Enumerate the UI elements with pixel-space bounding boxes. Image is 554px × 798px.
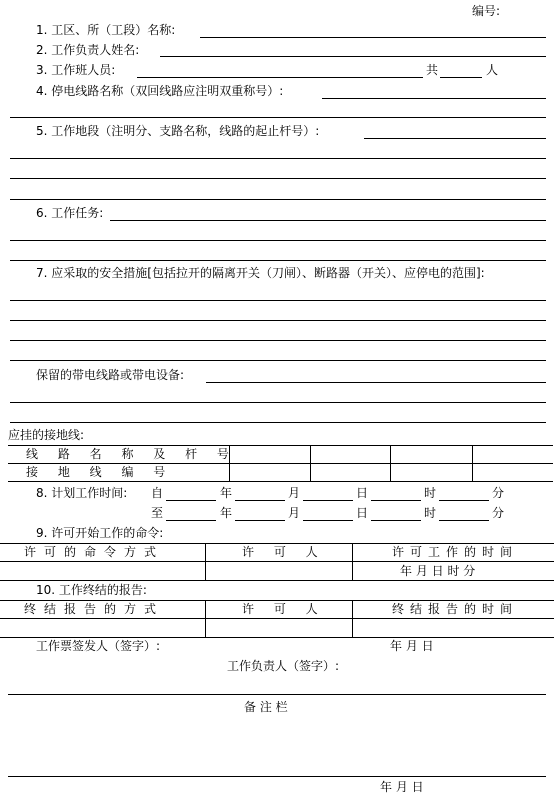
end-table-mid	[0, 618, 554, 619]
remarks-title: 备 注 栏	[244, 700, 288, 714]
field-task-extra-1[interactable]	[10, 240, 546, 241]
plan-to-label: 至	[151, 506, 164, 520]
leader-signature-label: 工作负责人（签字）:	[227, 659, 340, 673]
field-safety-measures-label: 7. 应采取的安全措施[包括拉开的隔离开关（刀闸）、断路器（开关）、应停电的范围]:	[36, 266, 485, 280]
ground-table-row-line-name: 线 路 名 称 及 杆 号	[26, 447, 237, 461]
plan-from-minute-line[interactable]	[439, 500, 489, 501]
end-header-person: 许 可 人	[242, 602, 326, 616]
permit-time-units: 年 月 日 时 分	[400, 564, 476, 578]
permit-table-mid	[0, 561, 554, 562]
end-header-time: 终结报告的时间	[392, 602, 519, 616]
ground-table-bottom	[8, 481, 553, 482]
field-outage-line-extra[interactable]	[10, 117, 546, 118]
plan-from-day-line[interactable]	[303, 500, 353, 501]
permit-table-bottom	[0, 580, 554, 581]
plan-to-hour-line[interactable]	[371, 520, 421, 521]
issuer-signature-label: 工作票签发人（签字）:	[36, 639, 161, 653]
issuer-signature-date: 年 月 日	[390, 639, 434, 653]
plan-from-hour: 时	[424, 486, 437, 500]
permit-header-method: 许可的命令方式	[24, 545, 165, 559]
field-work-section-label: 5. 工作地段（注明分、支路名称，线路的起止杆号）:	[36, 124, 320, 138]
ground-table-row-ground-number: 接 地 线 编 号	[26, 465, 174, 479]
ground-table-col-3	[390, 445, 391, 481]
field-work-section-extra-1[interactable]	[10, 158, 546, 159]
field-task-extra-2[interactable]	[10, 260, 546, 261]
ground-table-col-4	[472, 445, 473, 481]
remarks-bottom-line	[8, 776, 546, 777]
plan-from-year-line[interactable]	[166, 500, 216, 501]
plan-to-minute-line[interactable]	[439, 520, 489, 521]
remarks-date: 年 月 日	[380, 780, 424, 794]
plan-to-minute: 分	[492, 506, 505, 520]
remarks-top-line	[8, 694, 546, 695]
field-safety-line-3[interactable]	[10, 340, 546, 341]
field-reserved-line[interactable]	[206, 382, 546, 383]
field-leader-name-line[interactable]	[160, 56, 546, 57]
plan-from-minute: 分	[492, 486, 505, 500]
plan-from-day: 日	[356, 486, 369, 500]
plan-to-month-line[interactable]	[235, 520, 285, 521]
end-section-label: 10. 工作终结的报告:	[36, 583, 147, 597]
permit-header-time: 许可工作的时间	[392, 545, 519, 559]
field-safety-line-4[interactable]	[10, 360, 546, 361]
field-safety-line-2[interactable]	[10, 320, 546, 321]
plan-to-month: 月	[288, 506, 301, 520]
end-table-bottom	[0, 637, 554, 638]
end-header-method: 终结报告的方式	[24, 602, 165, 616]
field-task-line[interactable]	[110, 220, 546, 221]
end-table-top	[0, 600, 554, 601]
plan-to-year-line[interactable]	[166, 520, 216, 521]
field-task-label: 6. 工作任务:	[36, 206, 104, 220]
permit-table-col-1	[205, 543, 206, 580]
plan-to-day-line[interactable]	[303, 520, 353, 521]
permit-section-label: 9. 许可开始工作的命令:	[36, 526, 164, 540]
crew-count-line[interactable]	[440, 77, 482, 78]
field-work-section-extra-2[interactable]	[10, 178, 546, 179]
field-crew-label: 3. 工作班人员:	[36, 63, 116, 77]
permit-header-person: 许 可 人	[242, 545, 326, 559]
plan-to-hour: 时	[424, 506, 437, 520]
field-outage-line-label: 4. 停电线路名称（双回线路应注明双重称号）:	[36, 84, 284, 98]
plan-to-year: 年	[220, 506, 233, 520]
end-table-col-2	[352, 600, 353, 637]
ground-table-col-2	[310, 445, 311, 481]
field-outage-line-line[interactable]	[322, 98, 546, 99]
plan-from-month-line[interactable]	[235, 500, 285, 501]
end-table-col-1	[205, 600, 206, 637]
plan-from-label: 自	[151, 486, 164, 500]
field-safety-line-1[interactable]	[10, 300, 546, 301]
plan-from-year: 年	[220, 486, 233, 500]
ticket-number-label: 编号:	[472, 4, 501, 18]
field-work-area-label: 1. 工区、所（工段）名称:	[36, 23, 176, 37]
plan-from-month: 月	[288, 486, 301, 500]
crew-unit-label: 人	[486, 63, 499, 77]
field-leader-name-label: 2. 工作负责人姓名:	[36, 43, 140, 57]
field-work-section-extra-3[interactable]	[10, 199, 546, 200]
field-work-area-line[interactable]	[200, 37, 546, 38]
field-reserved-extra-1[interactable]	[10, 402, 546, 403]
permit-table-top	[0, 543, 554, 544]
plan-to-day: 日	[356, 506, 369, 520]
field-reserved-extra-2[interactable]	[10, 422, 546, 423]
field-work-section-line[interactable]	[364, 138, 546, 139]
field-ground-wire-label: 应挂的接地线:	[8, 428, 85, 442]
plan-from-hour-line[interactable]	[371, 500, 421, 501]
field-reserved-label: 保留的带电线路或带电设备:	[36, 368, 185, 382]
permit-table-col-2	[352, 543, 353, 580]
crew-total-label: 共	[426, 63, 439, 77]
field-crew-line[interactable]	[137, 77, 423, 78]
plan-time-label: 8. 计划工作时间:	[36, 486, 128, 500]
